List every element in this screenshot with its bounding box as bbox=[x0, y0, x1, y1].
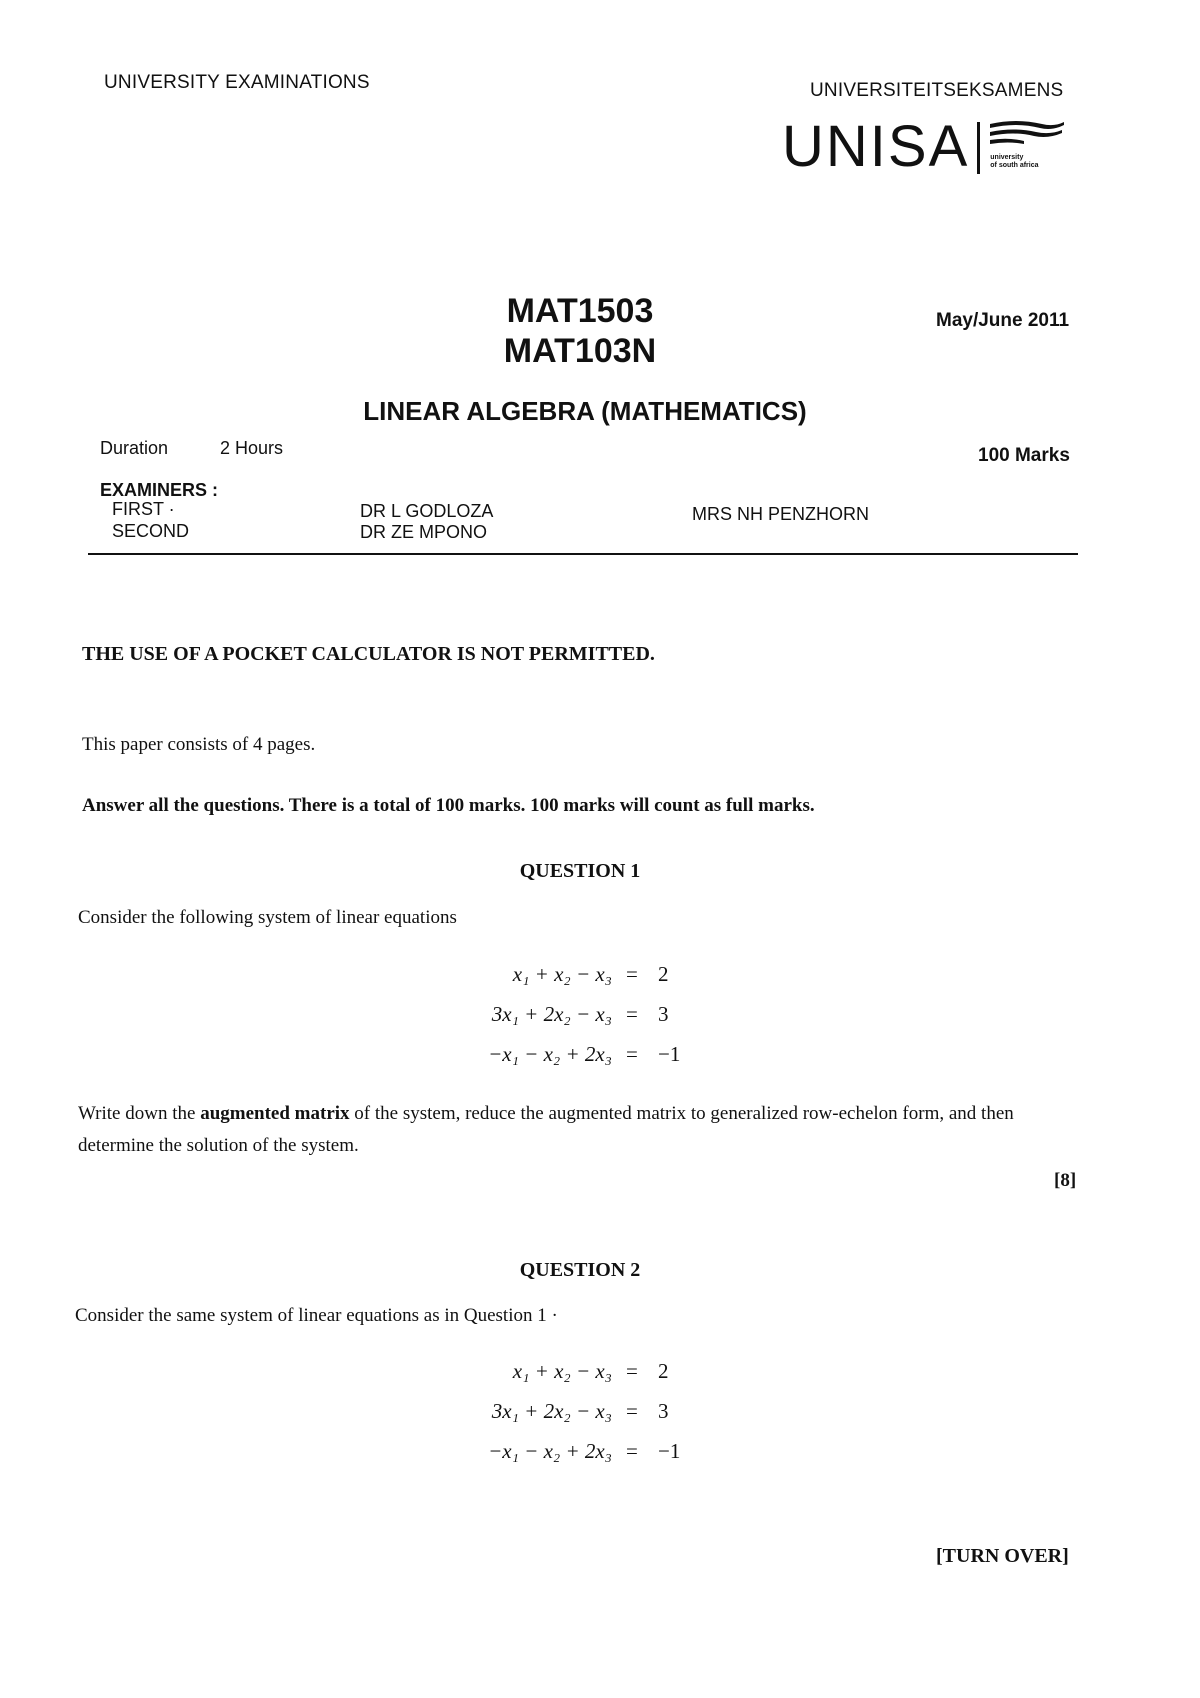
equation-lhs: x₁ + x₂ − x₃ bbox=[512, 962, 612, 986]
instruction-text: of the system, reduce the augmented matrix to generalized row-echelon form, and then determine the solution of the system. bbox=[78, 1103, 1014, 1156]
turn-over-label: [TURN OVER] bbox=[936, 1545, 1069, 1567]
question1-title: QUESTION 1 bbox=[519, 860, 641, 882]
logo-sub-line1: university bbox=[990, 154, 1024, 161]
logo-emblem-icon bbox=[986, 118, 1066, 176]
equation-equals: = bbox=[626, 1439, 638, 1463]
equation-lhs: −x₁ − x₂ + 2x₃ bbox=[488, 1439, 612, 1463]
equation-equals: = bbox=[626, 1042, 638, 1066]
question1-intro: Consider the following system of linear equations bbox=[78, 907, 457, 928]
logo-divider bbox=[977, 122, 980, 174]
examiner-first-label: FIRST · bbox=[112, 499, 175, 519]
equation-rhs: 3 bbox=[658, 1002, 669, 1026]
logo-subtitle bbox=[990, 154, 1038, 170]
equation-rhs: 2 bbox=[658, 1359, 669, 1383]
total-marks: 100 Marks bbox=[978, 445, 1070, 466]
header-left: UNIVERSITY EXAMINATIONS bbox=[104, 72, 370, 93]
equation-equals: = bbox=[626, 1399, 638, 1423]
logo-sub-line2: of south africa bbox=[990, 162, 1039, 169]
instruction-text: Write down the bbox=[78, 1103, 201, 1124]
instruction-emphasis: augmented matrix bbox=[200, 1103, 350, 1124]
question2-title: QUESTION 2 bbox=[519, 1259, 641, 1281]
equation-rhs: 2 bbox=[658, 962, 669, 986]
examiner-second-name: DR ZE MPONO bbox=[360, 522, 488, 542]
question2-intro: Consider the same system of linear equations as in Question 1 · bbox=[75, 1305, 558, 1326]
calculator-notice: THE USE OF A POCKET CALCULATOR IS NOT PERMITTED. bbox=[82, 643, 655, 665]
examiners-title: EXAMINERS : bbox=[100, 480, 219, 500]
equation-equals: = bbox=[626, 1002, 638, 1026]
equation-equals: = bbox=[626, 1359, 638, 1383]
examiner-first-name: DR L GODLOZA bbox=[360, 501, 494, 521]
equation-lhs: 3x₁ + 2x₂ − x₃ bbox=[491, 1002, 612, 1026]
exam-date: May/June 2011 bbox=[936, 310, 1070, 331]
question1-marks: [8] bbox=[1054, 1170, 1077, 1191]
examiner-second-label: SECOND bbox=[112, 521, 190, 541]
equation-rhs: −1 bbox=[658, 1439, 681, 1463]
header-rule bbox=[88, 553, 1078, 555]
question1-instruction bbox=[78, 1098, 1078, 1162]
examiner-external: MRS NH PENZHORN bbox=[692, 504, 870, 524]
equation-equals: = bbox=[626, 962, 638, 986]
duration-label: Duration bbox=[100, 438, 169, 458]
course-code-2: MAT103N bbox=[503, 332, 657, 370]
exam-subject: LINEAR ALGEBRA (MATHEMATICS) bbox=[363, 396, 807, 426]
answer-instructions: Answer all the questions. There is a total of 100 marks. 100 marks will count as full marks. bbox=[82, 795, 815, 816]
unisa-logo bbox=[782, 114, 1066, 179]
duration-value: 2 Hours bbox=[220, 438, 284, 458]
pages-notice: This paper consists of 4 pages. bbox=[82, 734, 316, 755]
equation-rhs: −1 bbox=[658, 1042, 681, 1066]
logo-text: UNISA bbox=[782, 114, 970, 179]
equation-rhs: 3 bbox=[658, 1399, 669, 1423]
equation-lhs: 3x₁ + 2x₂ − x₃ bbox=[491, 1399, 612, 1423]
course-code-1: MAT1503 bbox=[506, 292, 654, 330]
equation-lhs: x₁ + x₂ − x₃ bbox=[512, 1359, 612, 1383]
equation-lhs: −x₁ − x₂ + 2x₃ bbox=[488, 1042, 612, 1066]
header-right: UNIVERSITEITSEKSAMENS bbox=[810, 80, 1064, 101]
